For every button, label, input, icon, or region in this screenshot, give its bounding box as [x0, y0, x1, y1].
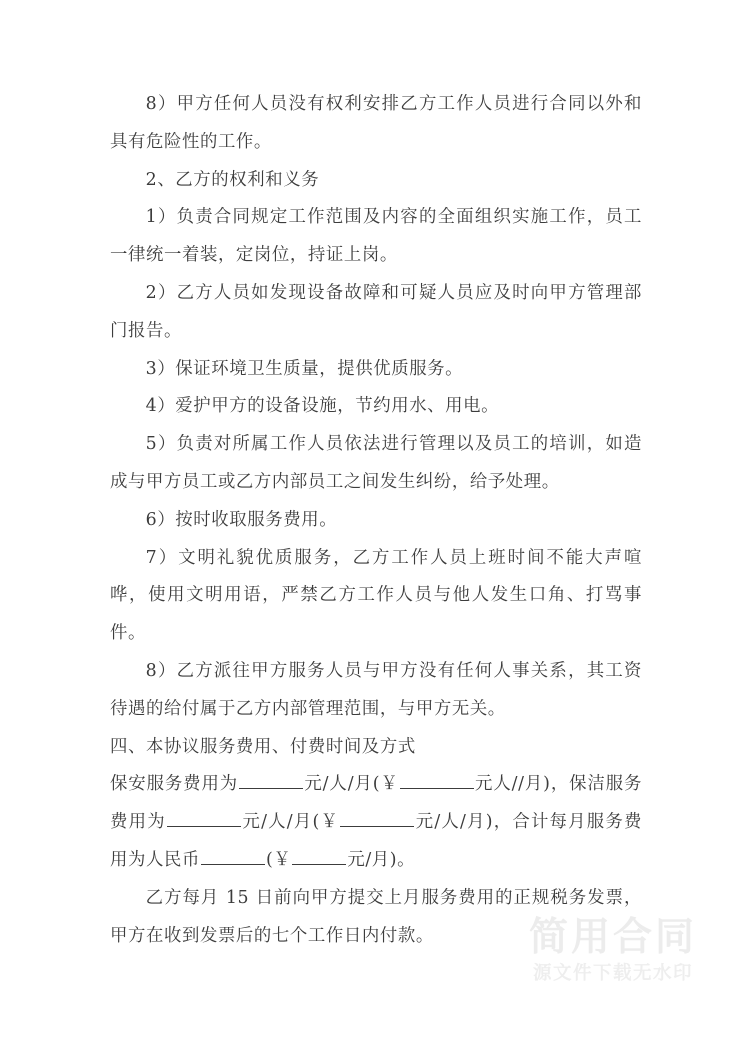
fee-text-segment-2: 元/人/月(￥ [304, 774, 399, 795]
fee-text-segment-6: (￥ [265, 849, 292, 870]
total-fee-amount-blank[interactable] [201, 846, 265, 865]
section-heading-fees: 四、本协议服务费用、付费时间及方式 [110, 736, 416, 757]
fee-text-segment-1: 保安服务费用为 [110, 774, 239, 795]
fee-text-segment-3: 元人//月)，保洁服务费用为 [110, 774, 642, 833]
total-fee-numeric-blank[interactable] [292, 846, 346, 865]
fee-text-segment-5: 元/人/月)，合计每月服务费用为人民币 [110, 812, 642, 870]
paragraph-b4: 4）爱护甲方的设备设施，节约用水、用电。 [145, 396, 500, 417]
document-body [110, 86, 642, 955]
fee-text-segment-4: 元/人/月(￥ [241, 812, 340, 833]
paragraph-b7: 7）文明礼貌优质服务，乙方工作人员上班时间不能大声喧哗，使用文明用语，严禁乙方工作人员与他人发生口角、打骂事件。 [110, 547, 642, 644]
paragraph-b8: 8）乙方派往甲方服务人员与甲方没有任何人事关系，其工资待遇的给付属于乙方内部管理范围，与甲方无关。 [110, 660, 642, 719]
cleaning-fee-amount-blank[interactable] [167, 808, 241, 827]
section-heading-party-b: 2、乙方的权利和义务 [145, 169, 320, 190]
paragraph-b5: 5）负责对所属工作人员依法进行管理以及员工的培训，如造成与甲方员工或乙方内部员工之间发生纠纷，给予处理。 [110, 434, 642, 492]
paragraph-b2: 2）乙方人员如发现设备故障和可疑人员应及时向甲方管理部门报告。 [110, 282, 642, 341]
paragraph-a8: 8）甲方任何人员没有权利安排乙方工作人员进行合同以外和具有危险性的工作。 [110, 94, 642, 152]
fee-text-segment-7: 元/月)。 [347, 849, 416, 870]
watermark-brand-text: 简用合同 [528, 915, 697, 960]
security-fee-numeric-blank[interactable] [400, 770, 474, 789]
watermark-subtitle-text: 源文件下载无水印 [532, 963, 693, 984]
fee-clause-paragraph [110, 766, 642, 879]
paragraph-payment-terms: 乙方每月 15 日前向甲方提交上月服务费用的正规税务发票，甲方在收到发票后的七个工作日内付款。 [110, 887, 642, 946]
paragraph-b6: 6）按时收取服务费用。 [145, 509, 338, 530]
security-fee-amount-blank[interactable] [239, 770, 303, 789]
paragraph-b1: 1）负责合同规定工作范围及内容的全面组织实施工作，员工一律统一着装，定岗位，持证上岗。 [110, 207, 642, 266]
paragraph-b3: 3）保证环境卫生质量，提供优质服务。 [145, 358, 464, 379]
cleaning-fee-numeric-blank[interactable] [340, 808, 414, 827]
